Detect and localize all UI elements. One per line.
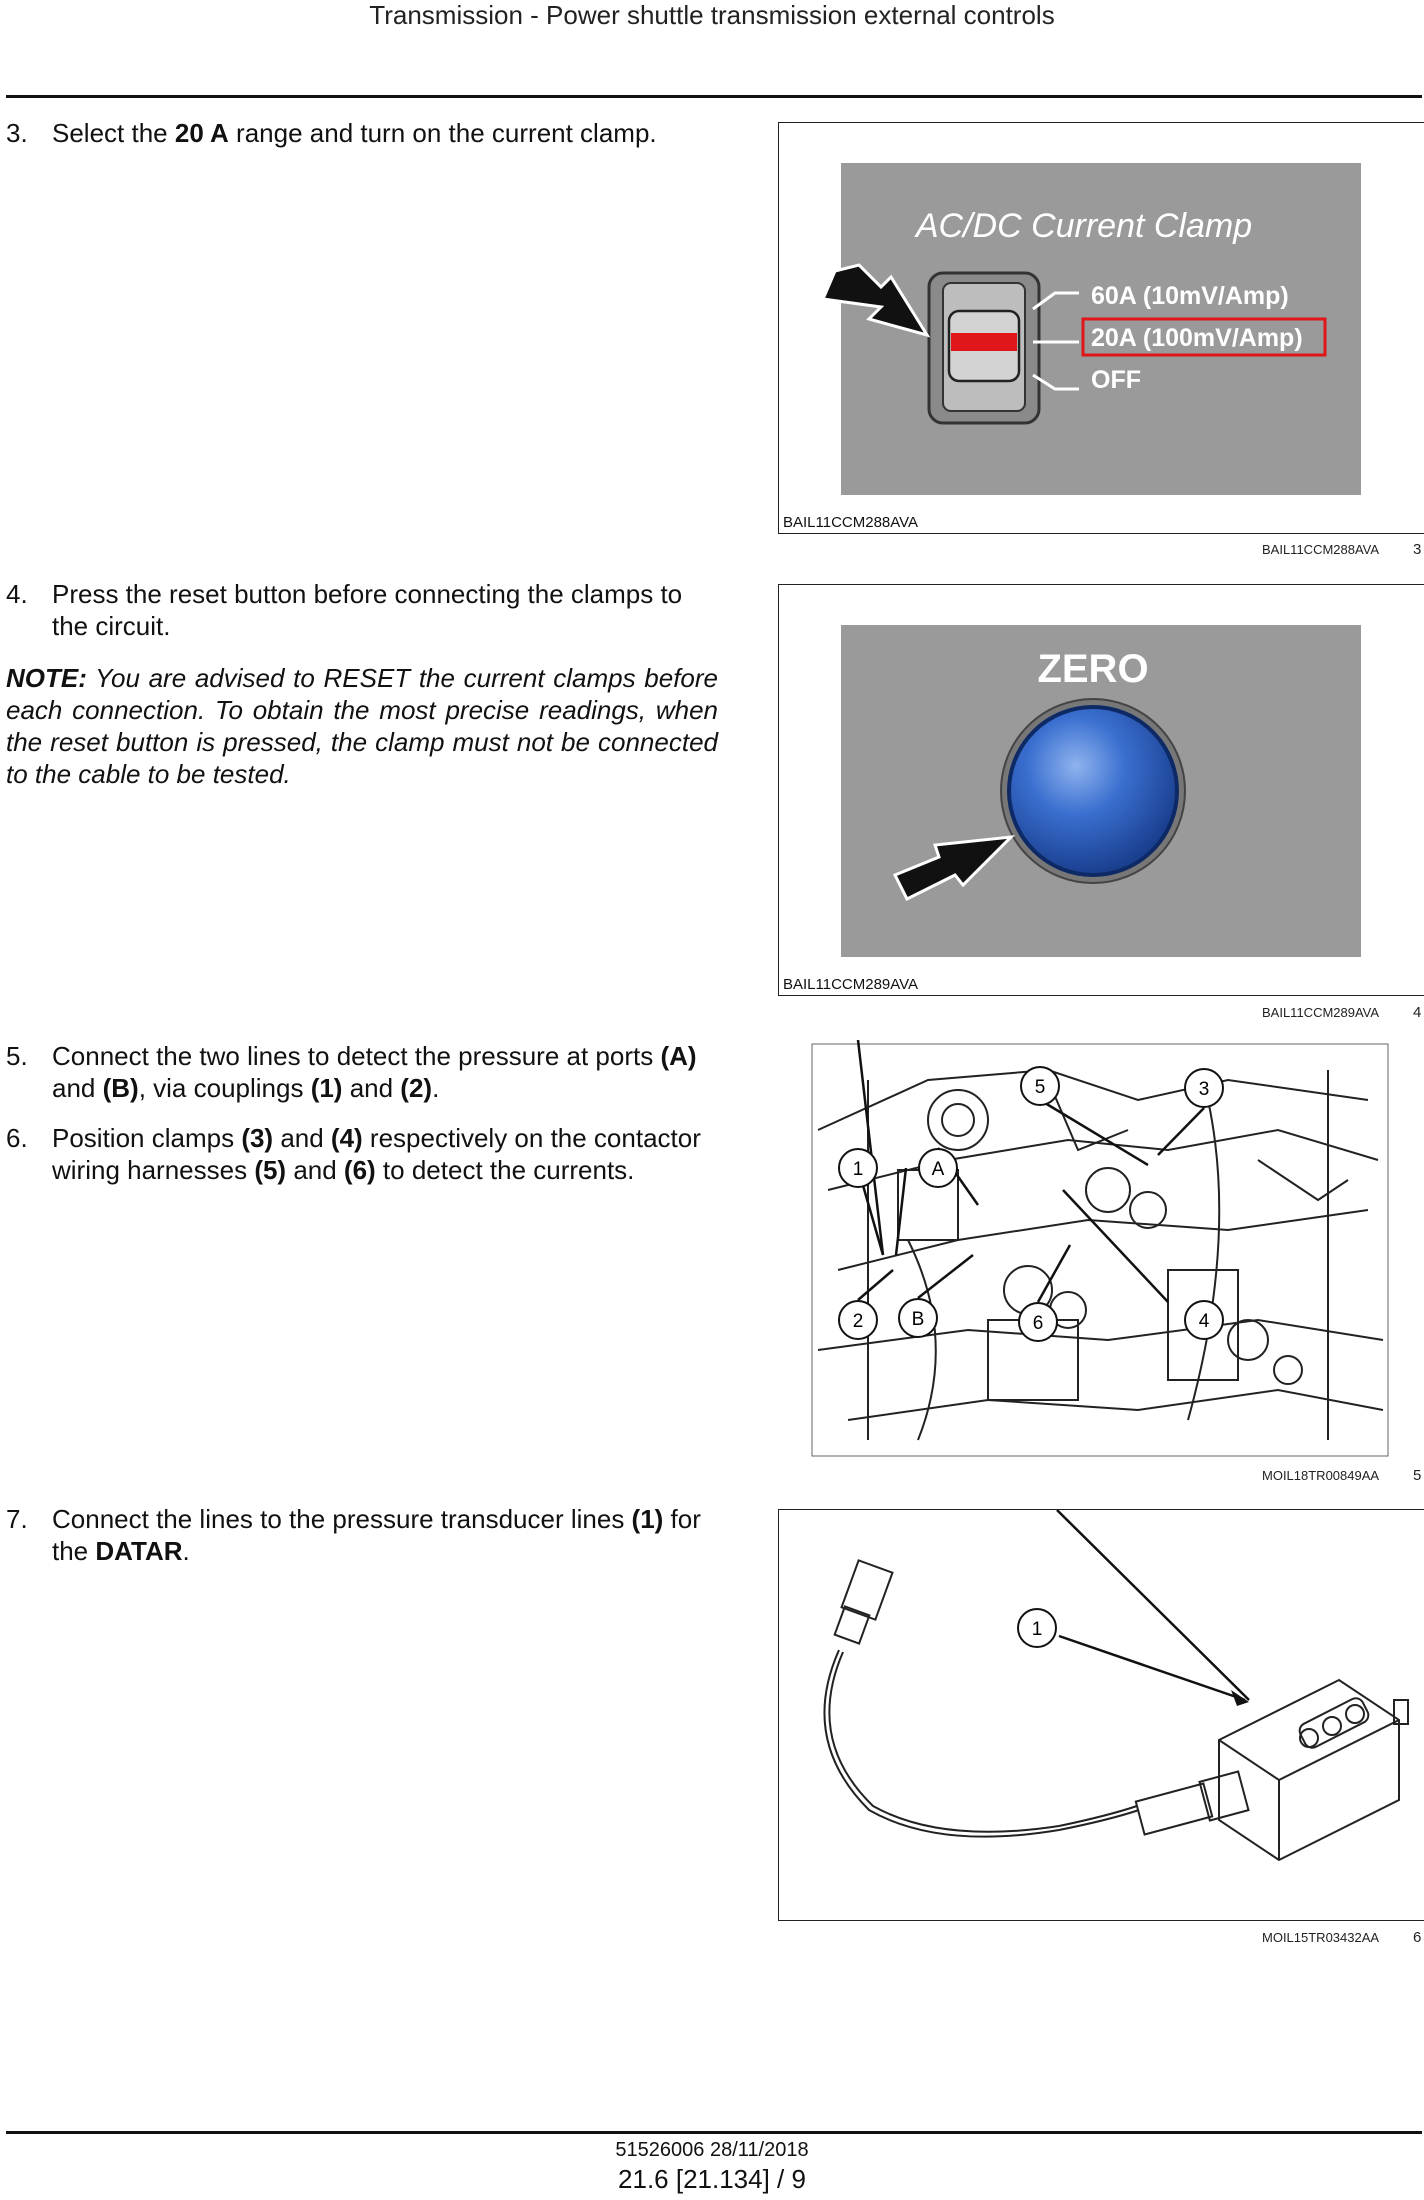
- switch-indicator-red: [951, 333, 1017, 351]
- header-rule: [6, 95, 1422, 98]
- note-paragraph: [6, 662, 718, 790]
- clamp-panel-title: AC/DC Current Clamp: [915, 207, 1253, 245]
- figure-id: MOIL15TR03432AA: [1262, 1930, 1380, 1945]
- pressure-transducer-illustration: [779, 1510, 1424, 1920]
- figure-id: BAIL11CCM289AVA: [1262, 1005, 1380, 1020]
- step-3: 3. Select the 20 A range and turn on the current clamp.: [6, 118, 657, 148]
- footer-doc-id: 51526006 28/11/2018: [615, 2139, 809, 2161]
- footer-page-number: 21.6 [21.134] / 9: [618, 2164, 806, 2194]
- figure-number: 4: [1413, 1004, 1422, 1021]
- zero-button-illustration: [779, 585, 1424, 975]
- current-clamp-illustration: [779, 123, 1424, 513]
- footer-rule: [6, 2131, 1422, 2134]
- step-4: [6, 578, 716, 642]
- callout-5: 5: [1034, 1077, 1046, 1098]
- figure-hydraulic-ports: [808, 1040, 1393, 1460]
- callout-a: A: [931, 1159, 945, 1180]
- callout-1: 1: [852, 1159, 864, 1180]
- option-60a: 60A (10mV/Amp): [1091, 282, 1289, 310]
- step-7: [6, 1503, 716, 1567]
- step-5: [6, 1040, 716, 1104]
- step-number: 4.: [6, 579, 28, 609]
- figure-pressure-transducer: [778, 1509, 1424, 1921]
- step-text: Press the reset button before connecting the clamps to the circuit.: [52, 579, 683, 641]
- figure-zero-button: [778, 584, 1424, 996]
- callout-1: 1: [1031, 1619, 1043, 1640]
- figure-number: 5: [1413, 1467, 1422, 1484]
- figure-number: 3: [1413, 541, 1422, 558]
- step-number: 3.: [6, 118, 28, 148]
- callout-2: 2: [852, 1311, 864, 1332]
- note-label: NOTE:: [6, 663, 87, 693]
- figure-id: MOIL18TR00849AA: [1262, 1468, 1380, 1483]
- callout-b: B: [911, 1309, 925, 1330]
- option-20a: 20A (100mV/Amp): [1091, 324, 1303, 352]
- callout-4: 4: [1198, 1311, 1210, 1332]
- step-number: 7.: [6, 1504, 28, 1534]
- figure-id: BAIL11CCM288AVA: [1262, 542, 1380, 557]
- step-number: 5.: [6, 1041, 28, 1071]
- figure-caption-inside: BAIL11CCM289AVA: [783, 976, 919, 993]
- figure-caption-inside: BAIL11CCM288AVA: [783, 514, 919, 531]
- option-off: OFF: [1091, 366, 1141, 394]
- step-6: [6, 1122, 716, 1186]
- figure-number: 6: [1413, 1929, 1422, 1946]
- callout-6: 6: [1032, 1313, 1044, 1334]
- figure-current-clamp: [778, 122, 1424, 534]
- step-text: Connect the two lines to detect the pressure at ports (A) and (B), via couplings (1) and (2).: [52, 1041, 697, 1103]
- step-text: Position clamps (3) and (4) respectively on the contactor wiring harnesses (5) and (6) to detect the currents.: [52, 1123, 701, 1185]
- zero-button-icon: [1009, 707, 1177, 875]
- callout-3: 3: [1198, 1079, 1210, 1100]
- step-number: 6.: [6, 1123, 28, 1153]
- zero-label: ZERO: [1037, 647, 1149, 691]
- hydraulic-ports-illustration: [808, 1040, 1393, 1460]
- step-text: Connect the lines to the pressure transducer lines (1) for the DATAR.: [52, 1504, 701, 1566]
- page-header-title: Transmission - Power shuttle transmission external controls: [369, 0, 1055, 30]
- note-text: You are advised to RESET the current clamps before each connection. To obtain the most precise readings, when the reset button is pressed, the clamp must not be connected to the cable to be tested.: [6, 663, 718, 789]
